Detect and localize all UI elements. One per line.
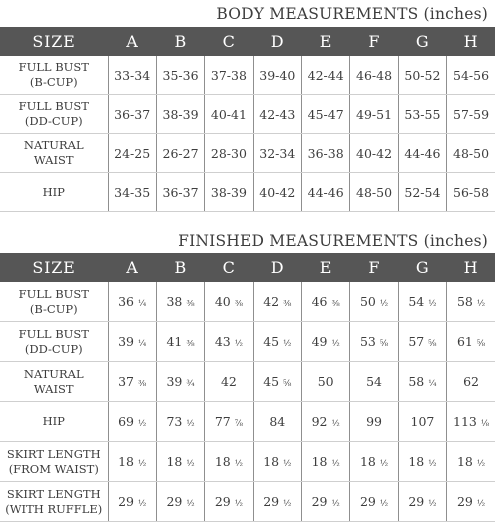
measurement-cell: 40-42: [350, 134, 398, 173]
measurement-cell: 44-46: [302, 173, 350, 212]
size-column-header: H: [447, 253, 495, 282]
measurement-cell: 45 ⅝: [253, 362, 301, 402]
measurement-cell: 36-37: [156, 173, 204, 212]
row-label-line: FULL BUST: [18, 99, 89, 113]
measurement-cell: 45 ½: [253, 322, 301, 362]
row-label-line: (DD-CUP): [24, 341, 83, 356]
row-label-line: SKIRT LENGTH: [6, 446, 101, 461]
measurement-cell: 53-55: [398, 95, 446, 134]
measurement-cell: 58 ¼: [398, 362, 446, 402]
size-column-header: A: [108, 253, 156, 282]
measurement-cell: 38-39: [205, 173, 253, 212]
row-label-line: WAIST: [33, 153, 74, 167]
row-label-line: (B-CUP): [29, 75, 78, 89]
size-column-header: F: [350, 253, 398, 282]
row-label-line: (WITH RUFFLE): [5, 501, 103, 516]
row-label-line: FULL BUST: [18, 326, 89, 341]
finished-measurements-title: FINISHED MEASUREMENTS (inches): [178, 232, 488, 250]
size-column-header: G: [398, 27, 446, 56]
body-measurements-title: BODY MEASUREMENTS (inches): [216, 5, 488, 23]
measurement-cell: 18 ½: [398, 442, 446, 482]
table-row: [0, 173, 495, 212]
measurement-cell: 58 ½: [447, 282, 495, 322]
measurement-cell: 49-51: [350, 95, 398, 134]
measurement-cell: 29 ½: [108, 482, 156, 522]
measurement-cell: 48-50: [350, 173, 398, 212]
row-label: [0, 95, 108, 134]
size-column-header: B: [156, 27, 204, 56]
measurement-cell: 46 ⅜: [302, 282, 350, 322]
measurement-cell: 54 ½: [398, 282, 446, 322]
measurement-cell: 44-46: [398, 134, 446, 173]
row-label: [0, 402, 108, 442]
size-column-header: B: [156, 253, 204, 282]
size-column-header: G: [398, 253, 446, 282]
measurement-cell: 18 ½: [108, 442, 156, 482]
measurement-cell: 84: [253, 402, 301, 442]
measurement-cell: 48-50: [447, 134, 495, 173]
size-column-header: E: [302, 253, 350, 282]
measurement-cell: 38-39: [156, 95, 204, 134]
table-row: [0, 134, 495, 173]
measurement-cell: 40 ⅜: [205, 282, 253, 322]
measurement-cell: 29 ½: [253, 482, 301, 522]
measurement-cell: 32-34: [253, 134, 301, 173]
measurement-cell: 49 ½: [302, 322, 350, 362]
row-label-line: (DD-CUP): [24, 114, 83, 128]
table-row: [0, 95, 495, 134]
row-label-line: (FROM WAIST): [8, 461, 99, 476]
row-label: [0, 282, 108, 322]
measurement-cell: 50: [302, 362, 350, 402]
measurement-cell: 18 ½: [350, 442, 398, 482]
finished-header-row: [0, 253, 495, 282]
measurement-cell: 18 ½: [205, 442, 253, 482]
measurement-cell: 99: [350, 402, 398, 442]
measurement-cell: 26-27: [156, 134, 204, 173]
measurement-cell: 45-47: [302, 95, 350, 134]
size-header: SIZE: [0, 27, 108, 56]
table-row: [0, 402, 495, 442]
table-row: [0, 442, 495, 482]
table-row: [0, 362, 495, 402]
size-column-header: F: [350, 27, 398, 56]
measurement-cell: 52-54: [398, 173, 446, 212]
measurement-cell: 39 ¾: [156, 362, 204, 402]
row-label: [0, 442, 108, 482]
measurement-cell: 18 ½: [253, 442, 301, 482]
measurement-cell: 29 ½: [302, 482, 350, 522]
table-row: [0, 482, 495, 522]
measurement-cell: 40-41: [205, 95, 253, 134]
measurement-cell: 42-43: [253, 95, 301, 134]
table-row: [0, 322, 495, 362]
size-column-header: E: [302, 27, 350, 56]
row-label-line: SKIRT LENGTH: [6, 486, 101, 501]
measurement-cell: 38 ⅜: [156, 282, 204, 322]
measurement-cell: 36-37: [108, 95, 156, 134]
row-label-line: (B-CUP): [29, 301, 78, 316]
table-row: [0, 282, 495, 322]
measurement-cell: 29 ½: [447, 482, 495, 522]
row-label: [0, 322, 108, 362]
row-label: [0, 482, 108, 522]
measurement-cell: 107: [398, 402, 446, 442]
measurement-cell: 57 ⅝: [398, 322, 446, 362]
measurement-cell: 42-44: [302, 56, 350, 95]
measurement-cell: 53 ⅝: [350, 322, 398, 362]
size-column-header: C: [205, 253, 253, 282]
measurement-cell: 69 ½: [108, 402, 156, 442]
measurement-cell: 46-48: [350, 56, 398, 95]
measurement-cell: 34-35: [108, 173, 156, 212]
measurement-cell: 18 ½: [302, 442, 350, 482]
measurement-cell: 36 ¼: [108, 282, 156, 322]
measurement-cell: 18 ½: [447, 442, 495, 482]
measurement-cell: 43 ½: [205, 322, 253, 362]
measurement-cell: 29 ½: [350, 482, 398, 522]
row-label-line: NATURAL: [23, 138, 84, 152]
measurement-cell: 36-38: [302, 134, 350, 173]
measurement-cell: 61 ⅝: [447, 322, 495, 362]
measurement-cell: 39-40: [253, 56, 301, 95]
measurement-cell: 28-30: [205, 134, 253, 173]
row-label-line: FULL BUST: [18, 60, 89, 74]
measurement-cell: 73 ½: [156, 402, 204, 442]
measurement-cell: 40-42: [253, 173, 301, 212]
measurement-cell: 37-38: [205, 56, 253, 95]
size-header: SIZE: [0, 253, 108, 282]
row-label-line: WAIST: [33, 381, 74, 396]
measurement-cell: 42 ⅜: [253, 282, 301, 322]
finished-measurements-table: [0, 253, 495, 522]
measurement-cell: 18 ½: [156, 442, 204, 482]
measurement-cell: 54: [350, 362, 398, 402]
body-header-row: [0, 27, 495, 56]
row-label: [0, 173, 108, 212]
measurement-cell: 57-59: [447, 95, 495, 134]
measurement-cell: 24-25: [108, 134, 156, 173]
size-column-header: H: [447, 27, 495, 56]
row-label: [0, 362, 108, 402]
measurement-cell: 35-36: [156, 56, 204, 95]
measurement-cell: 56-58: [447, 173, 495, 212]
measurement-cell: 50 ½: [350, 282, 398, 322]
measurement-cell: 42: [205, 362, 253, 402]
size-column-header: D: [253, 253, 301, 282]
size-column-header: D: [253, 27, 301, 56]
row-label-line: HIP: [42, 184, 65, 199]
row-label: [0, 56, 108, 95]
body-measurements-table: [0, 27, 495, 212]
measurement-cell: 37 ⅜: [108, 362, 156, 402]
measurement-cell: 50-52: [398, 56, 446, 95]
measurement-cell: 33-34: [108, 56, 156, 95]
row-label: [0, 134, 108, 173]
measurement-cell: 77 ⅞: [205, 402, 253, 442]
measurement-cell: 62: [447, 362, 495, 402]
measurement-cell: 113 ⅛: [447, 402, 495, 442]
measurement-cell: 29 ½: [205, 482, 253, 522]
measurement-cell: 41 ⅜: [156, 322, 204, 362]
row-label-line: HIP: [42, 414, 65, 428]
measurement-cell: 92 ½: [302, 402, 350, 442]
measurement-cell: 39 ¼: [108, 322, 156, 362]
size-column-header: C: [205, 27, 253, 56]
size-column-header: A: [108, 27, 156, 56]
measurement-cell: 29 ½: [156, 482, 204, 522]
table-row: [0, 56, 495, 95]
row-label-line: NATURAL: [23, 366, 84, 381]
measurement-cell: 54-56: [447, 56, 495, 95]
measurement-cell: 29 ½: [398, 482, 446, 522]
row-label-line: FULL BUST: [18, 286, 89, 301]
